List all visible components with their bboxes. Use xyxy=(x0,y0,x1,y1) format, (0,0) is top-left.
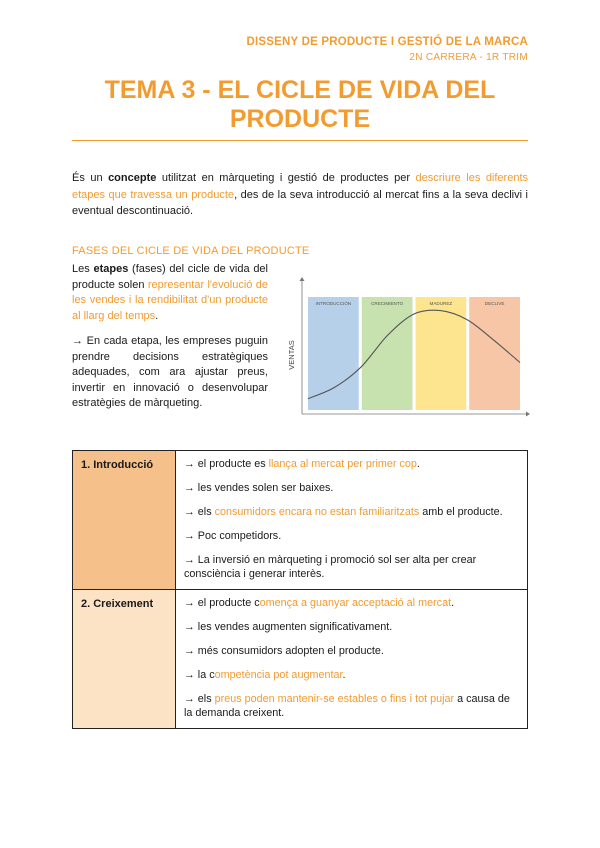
x-axis-arrow xyxy=(526,412,530,417)
phase-label-2: CRECIMIENTO xyxy=(371,301,404,306)
sec-p1-text-a: Les xyxy=(72,263,94,275)
phase-band-3 xyxy=(416,297,467,410)
intro-text-3: , des de la seva introducció al mercat fins a la seva declivi i eventual descontinuació. xyxy=(72,188,528,217)
intro-text-2: utilitzat en màrqueting i gestió de productes per xyxy=(156,172,416,184)
table-row xyxy=(73,451,528,590)
sec-p1-bold: etapes xyxy=(93,263,129,275)
list-item: → els preus poden mantenir-se estables o fins i tot pujar a causa de la demanda creixent. xyxy=(184,693,510,719)
list-item: → Poc competidors. xyxy=(184,530,282,542)
intro-paragraph xyxy=(72,170,528,220)
intro-text-1: És un xyxy=(72,172,109,184)
phase-band-2 xyxy=(362,297,413,410)
phase-label-4: DECLIVE xyxy=(484,301,505,306)
stage-content-growth xyxy=(176,590,528,729)
list-item: → el producte comença a guanyar acceptació al mercat. xyxy=(184,597,455,609)
sec-p1-highlight: representar l'evolució de les vendes i la rendibilitat d'un producte al llarg del temps xyxy=(72,278,268,322)
list-item: → el producte es llança al mercat per primer cop. xyxy=(184,458,420,470)
list-item: → les vendes augmenten significativament. xyxy=(184,621,393,633)
title-divider xyxy=(72,140,528,141)
stage-label-growth: 2. Creixement xyxy=(73,590,176,729)
section-heading: FASES DEL CICLE DE VIDA DEL PRODUCTE xyxy=(72,245,310,257)
list-item: → els consumidors encara no estan familiaritzats amb el producte. xyxy=(184,506,503,518)
section-paragraph-1 xyxy=(72,262,268,324)
course-header: DISSENY DE PRODUCTE I GESTIÓ DE LA MARCA xyxy=(246,36,528,48)
phase-band-1 xyxy=(308,297,359,410)
stage-content-introduction xyxy=(176,451,528,590)
title-line-1: TEMA 3 - EL CICLE DE VIDA DEL xyxy=(104,76,496,104)
phase-label-3: MADUREZ xyxy=(429,301,453,306)
y-axis-label: VENTAS xyxy=(287,340,296,370)
y-axis-arrow xyxy=(300,277,305,281)
sec-p1-text-c: . xyxy=(155,309,159,322)
list-item: → les vendes solen ser baixes. xyxy=(184,482,334,494)
intro-highlight: descriure les diferents etapes que travessa un producte xyxy=(72,172,529,201)
product-life-cycle-chart xyxy=(280,277,530,422)
title-line-2: PRODUCTE xyxy=(229,105,371,133)
page-title xyxy=(72,76,528,134)
phase-label-1: INTRODUCCIÓN xyxy=(315,301,352,306)
term-header: 2N CARRERA - 1R TRIM xyxy=(409,52,528,63)
intro-bold-term: concepte xyxy=(108,172,157,184)
sec-p1-text-b: (fases) del cicle de vida del producte solen xyxy=(72,263,268,291)
phase-band-4 xyxy=(469,297,520,410)
stages-table xyxy=(72,450,528,729)
table-row xyxy=(73,590,528,729)
list-item: → la competència pot augmentar. xyxy=(184,669,346,681)
section-paragraph-2: → En cada etapa, les empreses puguin prendre decisions estratègiques adequades, com ara ajustar preus, invertir en innovació o desenvolupar estratègies de màrqueting. xyxy=(72,335,268,409)
list-item: → La inversió en màrqueting i promoció sol ser alta per crear consciència i generar interès. xyxy=(184,554,477,580)
list-item: → més consumidors adopten el producte. xyxy=(184,645,384,657)
stage-label-introduction: 1. Introducció xyxy=(73,451,176,590)
